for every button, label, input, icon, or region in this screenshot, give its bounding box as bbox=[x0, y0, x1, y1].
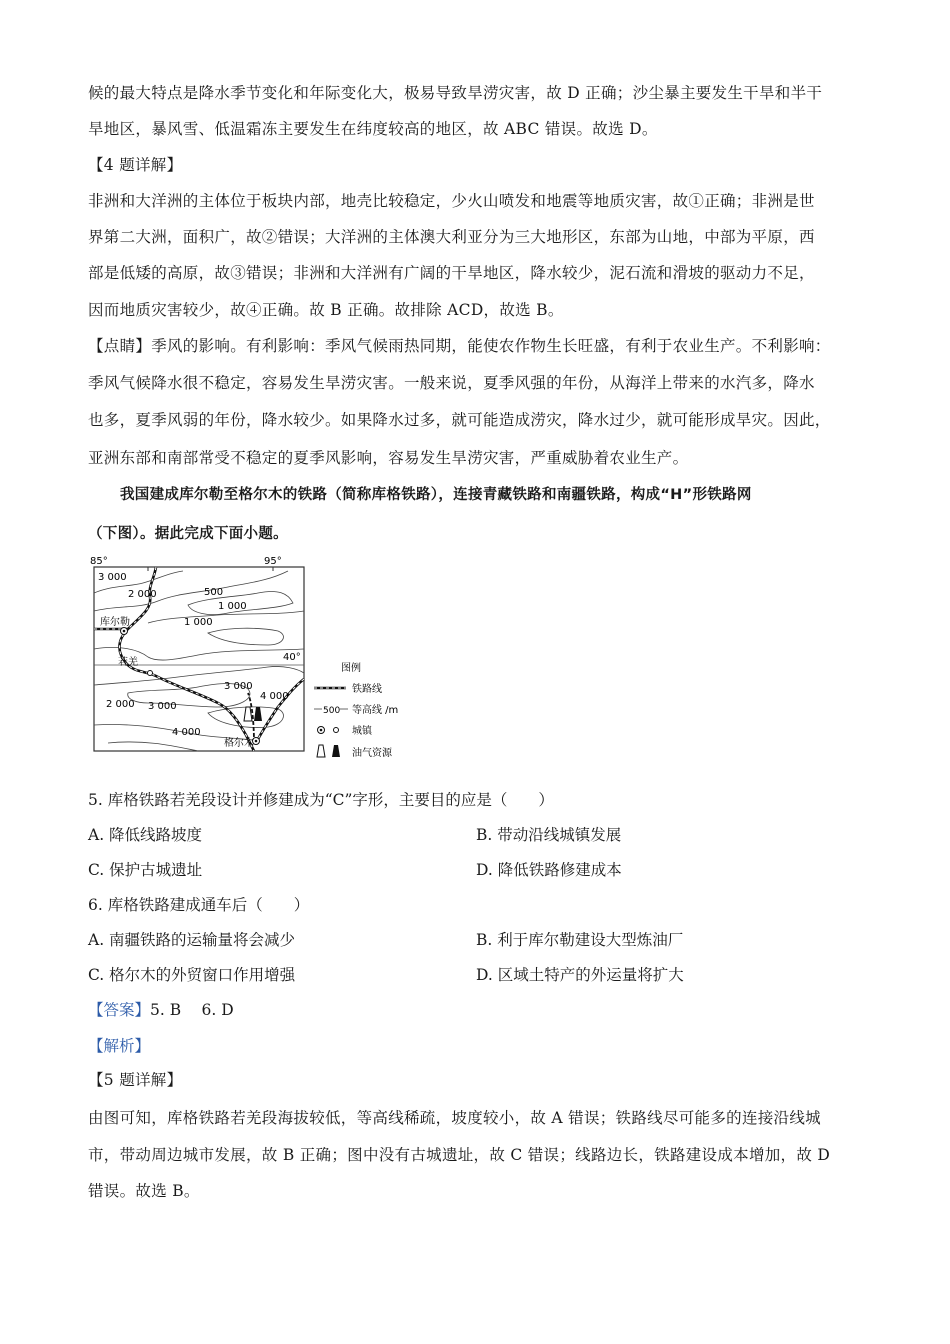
dianjing-line-4: 亚洲东部和南部常受不稳定的夏季风影响，容易发生旱涝灾害，严重威胁着农业生产。 bbox=[88, 449, 689, 467]
q5-detail-heading: 【5 题详解】 bbox=[88, 1071, 183, 1089]
lat-label-40: 40° bbox=[283, 652, 301, 663]
q5-option-c[interactable]: C. 保护古城遗址 bbox=[88, 861, 203, 879]
lon-label-85: 85° bbox=[90, 556, 108, 567]
q5-option-b[interactable]: B. 带动沿线城镇发展 bbox=[476, 826, 622, 844]
town-label-ruoqiang: 若羌 bbox=[118, 657, 138, 668]
intro-line-2: 旱地区，暴风雪、低温霜冻主要发生在纬度较高的地区，故 ABC 错误。故选 D。 bbox=[88, 120, 658, 138]
intro-line-1: 候的最大特点是降水季节变化和年际变化大，极易导致旱涝灾害，故 D 正确；沙尘暴主要发生干旱和半干 bbox=[88, 84, 823, 102]
q4-line-3: 部是低矮的高原，故③错误；非洲和大洋洲有广阔的干旱地区，降水较少，泥石流和滑坡的驱动力不足， bbox=[88, 264, 815, 282]
town-label-golmud: 格尔木 bbox=[224, 738, 254, 749]
lon-label-95: 95° bbox=[264, 556, 282, 567]
q6-option-b[interactable]: B. 利于库尔勒建设大型炼油厂 bbox=[476, 931, 684, 949]
q4-heading: 【4 题详解】 bbox=[88, 156, 183, 174]
q6-stem: 6. 库格铁路建成通车后（ ） bbox=[88, 896, 310, 914]
contour-label-3000-a: 3 000 bbox=[98, 572, 127, 583]
q6-option-d[interactable]: D. 区域土特产的外运量将扩大 bbox=[476, 966, 684, 984]
legend-railway: 铁路线 bbox=[352, 684, 382, 695]
contour-label-4000-a: 4 000 bbox=[260, 691, 289, 702]
q5-option-d[interactable]: D. 降低铁路修建成本 bbox=[476, 861, 622, 879]
legend-town: 城镇 bbox=[352, 726, 372, 737]
legend-title: 图例 bbox=[341, 663, 361, 674]
q5-detail-line-3: 错误。故选 B。 bbox=[88, 1182, 200, 1200]
answer-text: 5. B 6. D bbox=[150, 1001, 234, 1019]
dianjing-line-2: 季风气候降水很不稳定，容易发生旱涝灾害。一般来说，夏季风强的年份，从海洋上带来的水汽多，降水 bbox=[88, 374, 815, 392]
contour-label-1000-a: 1 000 bbox=[218, 601, 247, 612]
dianjing-line-1: 【点睛】季风的影响。有利影响：季风气候雨热同期，能使农作物生长旺盛，有利于农业生产。不利影响： bbox=[88, 337, 831, 355]
dianjing-line-3: 也多，夏季风弱的年份，降水较少。如果降水过多，就可能造成涝灾，降水过少，就可能形成旱灾。因此， bbox=[88, 411, 831, 429]
legend-contour-sample: 500 bbox=[323, 706, 341, 716]
answer-row bbox=[88, 996, 234, 1024]
legend-oilgas: 油气资源 bbox=[352, 748, 392, 759]
q4-line-4: 因而地质灾害较少，故④正确。故 B 正确。故排除 ACD，故选 B。 bbox=[88, 301, 564, 319]
q5-detail-line-2: 市，带动周边城市发展，故 B 正确；图中没有古城遗址，故 C 错误；线路边长，铁路建设成本增加，故 D bbox=[88, 1146, 831, 1164]
contour-label-2000-b: 2 000 bbox=[106, 699, 135, 710]
q4-line-1: 非洲和大洋洲的主体位于板块内部，地壳比较稳定，少火山喷发和地震等地质灾害，故①正确；非洲是世 bbox=[88, 192, 815, 210]
contour-label-3000-c: 3 000 bbox=[148, 701, 177, 712]
q6-option-a[interactable]: A. 南疆铁路的运输量将会减少 bbox=[88, 931, 296, 949]
q6-option-c[interactable]: C. 格尔木的外贸窗口作用增强 bbox=[88, 966, 296, 984]
contour-label-1000-b: 1 000 bbox=[184, 617, 213, 628]
passage-line-2: （下图）。据此完成下面小题。 bbox=[88, 526, 288, 542]
map-legend bbox=[314, 661, 398, 759]
analysis-label: 【解析】 bbox=[88, 1037, 151, 1055]
legend-contour: 等高线 /m bbox=[352, 705, 399, 716]
contour-label-4000-b: 4 000 bbox=[172, 727, 201, 738]
contour-label-500: 500 bbox=[204, 587, 224, 598]
q4-line-2: 界第二大洲，面积广，故②错误；大洋洲的主体澳大利亚分为三大地形区，东部为山地，中部为平原，西 bbox=[88, 228, 815, 246]
passage-line-1: 我国建成库尔勒至格尔木的铁路（简称库格铁路），连接青藏铁路和南疆铁路，构成“H”形铁路网 bbox=[120, 487, 752, 503]
q5-detail-line-1: 由图可知，库格铁路若羌段海拔较低，等高线稀疏，坡度较小，故 A 错误；铁路线尽可能多的连接沿线城 bbox=[88, 1109, 821, 1127]
contour-label-2000-a: 2 000 bbox=[128, 589, 157, 600]
q5-stem: 5. 库格铁路若羌段设计并修建成为“C”字形，主要目的应是（ ） bbox=[88, 791, 554, 809]
contour-label-3000-b: 3 000 bbox=[224, 681, 253, 692]
q5-option-a[interactable]: A. 降低线路坡度 bbox=[88, 826, 203, 844]
town-label-korla: 库尔勒 bbox=[100, 617, 130, 628]
railway-map-figure bbox=[88, 553, 428, 768]
answer-label: 【答案】 bbox=[88, 1001, 151, 1019]
